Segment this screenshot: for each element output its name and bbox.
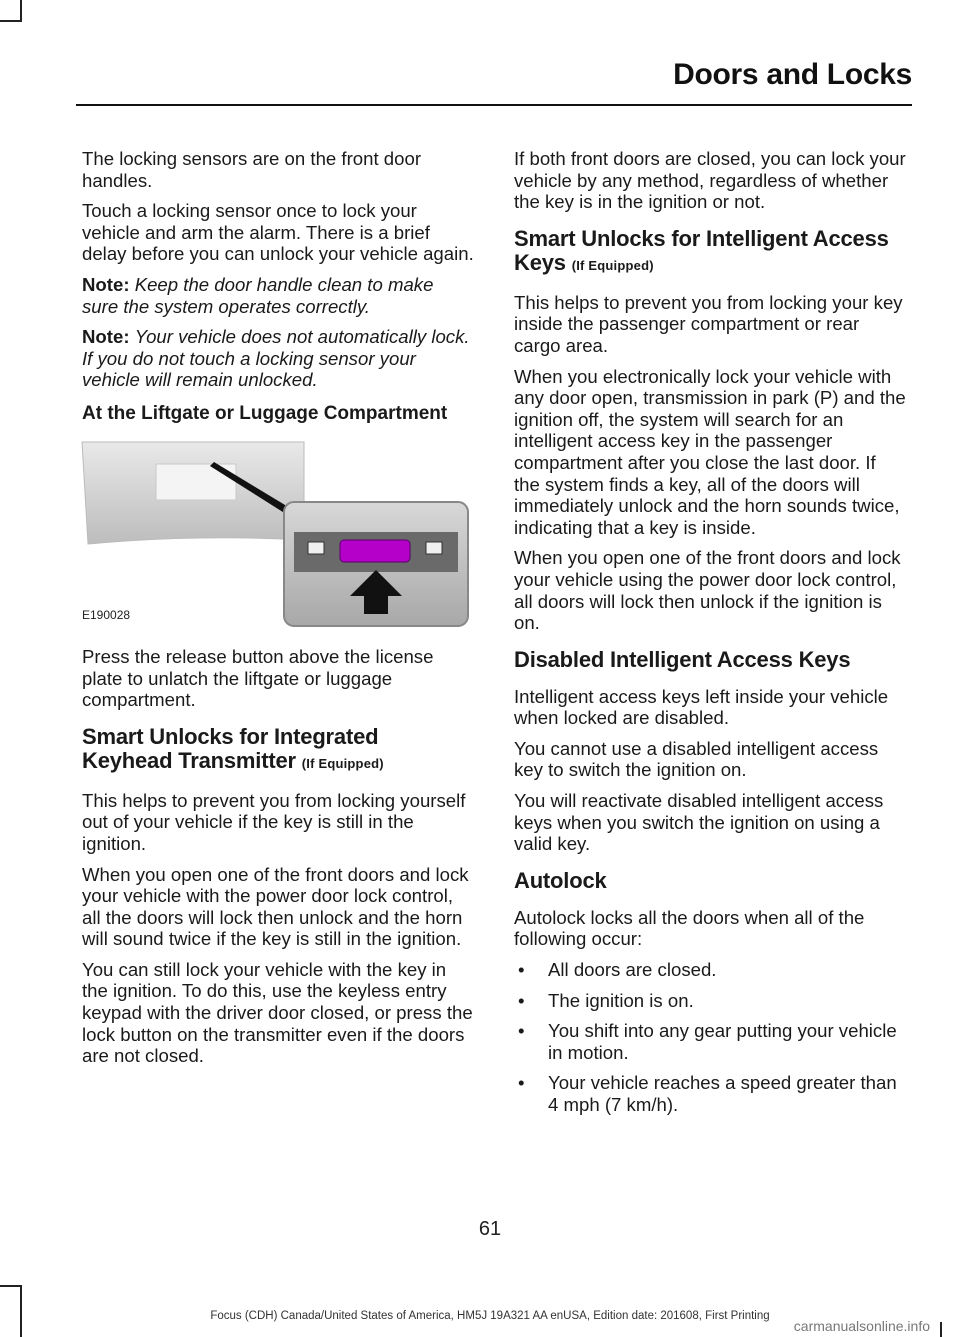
release-button-highlight [340, 540, 410, 562]
if-equipped-label: (If Equipped) [571, 257, 654, 273]
heading-intelligent-access [514, 227, 906, 278]
heading-text: Smart Unlocks for Integrated Keyhead Transmitter [82, 723, 379, 773]
heading-integrated-keyhead [82, 725, 474, 776]
paragraph-autolock: Autolock locks all the doors when all of the following occur: [514, 906, 865, 950]
list-item [514, 1020, 906, 1063]
paragraph-both-doors: If both front doors are closed, you can lock your vehicle by any method, regardless of whether the key is in the ignition or not. [514, 148, 906, 213]
crop-mark-bottom-left-h [0, 1285, 22, 1287]
footer-edition-info: Focus (CDH) Canada/United States of America, HM5J 19A321 AA enUSA, Edition date: 201608, First Printing [210, 1310, 770, 1322]
list-item [514, 959, 906, 981]
bullet: • [518, 1020, 525, 1042]
crop-mark-top-left [20, 0, 22, 22]
header-rule [76, 104, 912, 106]
paragraph-ia-3: When you open one of the front doors and lock your vehicle using the power door lock control, all doors will lock then unlock if the ignition is on. [514, 547, 901, 634]
figure-id: E190028 [82, 607, 131, 622]
heading-autolock: Autolock [514, 867, 607, 893]
watermark[interactable]: carmanualsonline.info [793, 1318, 930, 1334]
liftgate-release-illustration [76, 436, 470, 632]
bullet: • [518, 959, 525, 981]
paragraph-ik-2: When you open one of the front doors and lock your vehicle with the power door lock control, all the doors will lock then unlock and the horn will sound twice if the key is still in the ignition. [82, 863, 469, 950]
paragraph-ik-3: You can still lock your vehicle with the key in the ignition. To do this, use the keyless entry keypad with the driver door closed, or press the lock button on the transmitter even if the doors are not closed. [82, 958, 473, 1067]
paragraph-touch-sensor: Touch a locking sensor once to lock your vehicle and arm the alarm. There is a brief delay before you can unlock your vehicle again. [82, 200, 474, 265]
paragraph-ia-2: When you electronically lock your vehicle with any door open, transmission in park (P) and the ignition off, the system will search for an intelligent access key in the passenger compartment after you close the last door. If the system finds a key, all of the doors will immediately unlock and the horn sounds twice, indicating that a key is inside. [514, 365, 906, 538]
paragraph-disabled-3: You will reactivate disabled intelligent access keys when you switch the ignition on using a valid key. [514, 790, 884, 855]
left-column [82, 148, 474, 1076]
liftgate-svg [76, 436, 470, 632]
heading-liftgate: At the Liftgate or Luggage Compartment [82, 402, 448, 424]
list-item [514, 1072, 906, 1115]
list-item-text: Your vehicle reaches a speed greater than 4 mph (7 km/h). [548, 1072, 897, 1115]
note-autolock [82, 326, 474, 391]
note-door-handle [82, 274, 474, 317]
list-item-text: All doors are closed. [548, 959, 717, 981]
bullet: • [518, 989, 525, 1011]
note-label: Note: [82, 326, 130, 348]
autolock-conditions-list [514, 959, 906, 1116]
page-header-title: Doors and Locks [673, 58, 912, 91]
license-light-left [308, 542, 324, 554]
note-text: Your vehicle does not automatically lock. If you do not touch a locking sensor your vehicle will remain unlocked. [82, 326, 470, 391]
if-equipped-label: (If Equipped) [301, 755, 384, 771]
note-text: Keep the door handle clean to make sure the system operates correctly. [82, 273, 434, 317]
paragraph-disabled-1: Intelligent access keys left inside your vehicle when locked are disabled. [514, 685, 889, 729]
list-item-text: You shift into any gear putting your vehicle in motion. [548, 1020, 897, 1063]
list-item-text: The ignition is on. [548, 989, 694, 1011]
paragraph-locking-sensors: The locking sensors are on the front door handles. [82, 148, 422, 191]
license-light-right [426, 542, 442, 554]
crop-mark-top-left-h [0, 20, 22, 22]
page-number: 61 [478, 1218, 502, 1240]
bullet: • [518, 1072, 525, 1094]
note-label: Note: [82, 273, 130, 295]
right-column [514, 148, 906, 1125]
heading-text: Smart Unlocks for Intelligent Access Keys [514, 225, 889, 275]
paragraph-disabled-2: You cannot use a disabled intelligent access key to switch the ignition on. [514, 737, 879, 781]
paragraph-ik-1: This helps to prevent you from locking yourself out of your vehicle if the key is still in the ignition. [82, 789, 466, 854]
paragraph-ia-1: This helps to prevent you from locking your key inside the passenger compartment or rear cargo area. [514, 291, 903, 356]
list-item [514, 990, 906, 1012]
paragraph-release-button: Press the release button above the license plate to unlatch the liftgate or luggage compartment. [82, 645, 434, 711]
heading-disabled-keys: Disabled Intelligent Access Keys [514, 646, 851, 672]
crop-mark-bottom-right [940, 1322, 942, 1337]
